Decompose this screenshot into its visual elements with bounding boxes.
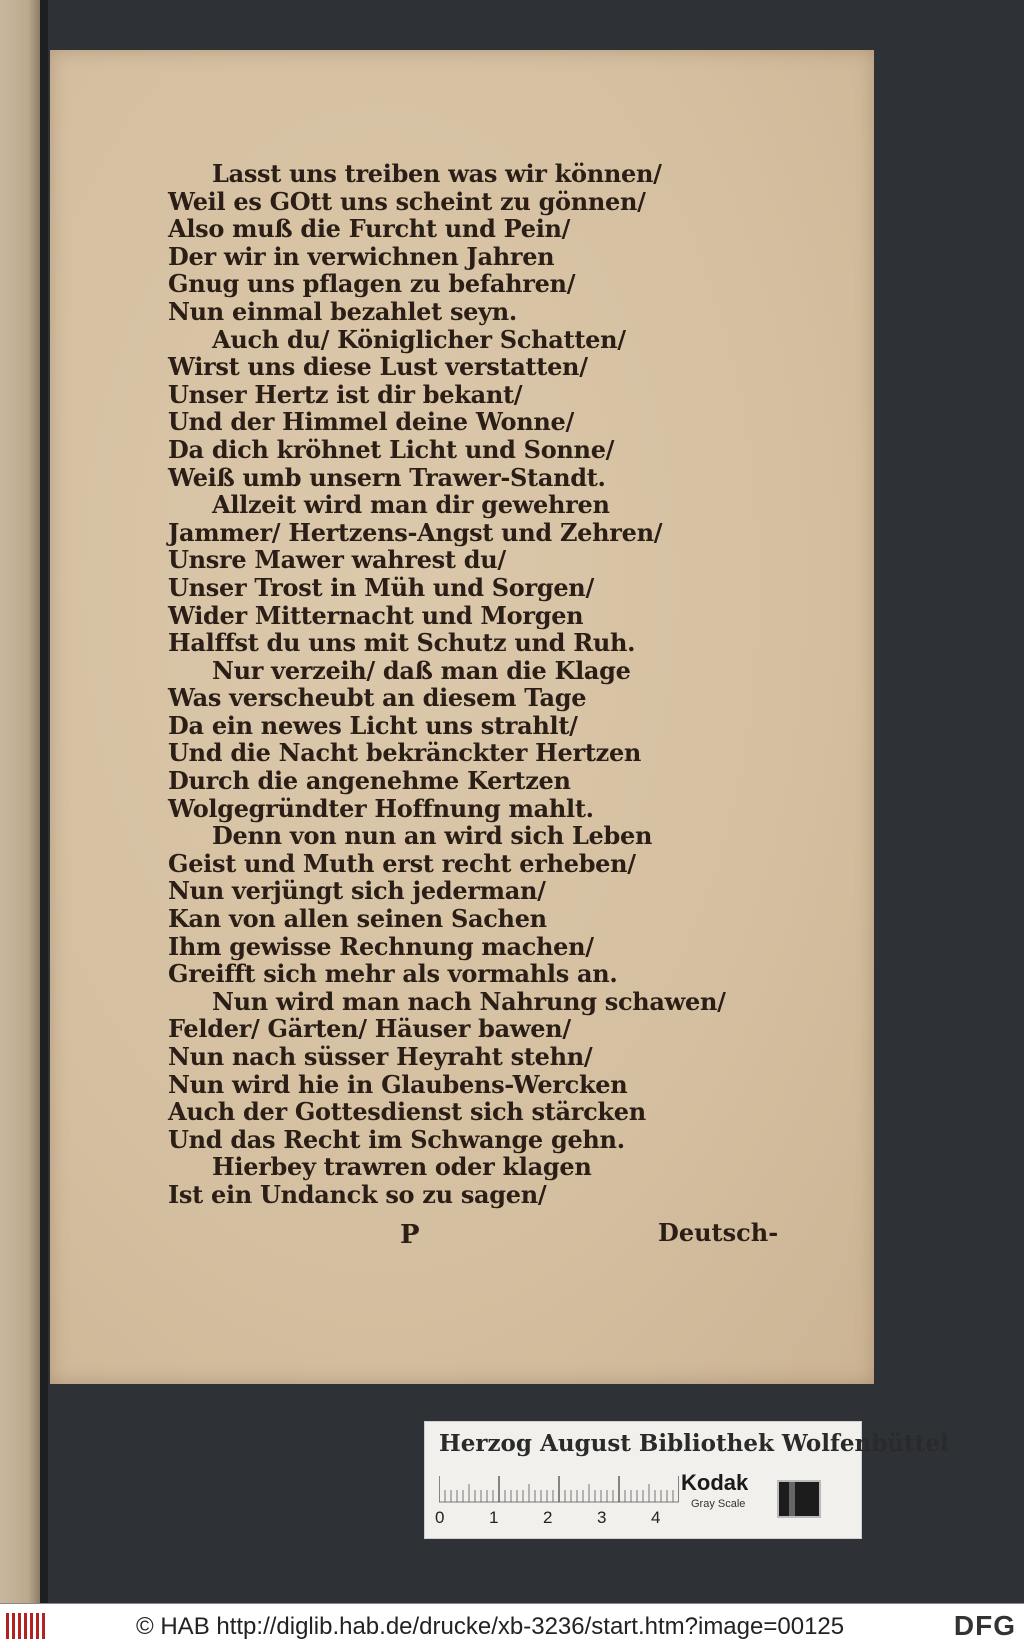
poem-line: Allzeit wird man dir gewehren bbox=[212, 490, 610, 520]
ruler-scale bbox=[439, 1472, 679, 1506]
poem-line: Denn von nun an wird sich Leben bbox=[212, 821, 653, 851]
footer-link[interactable]: © HAB http://diglib.hab.de/drucke/xb-3236/start.htm?image=00125 bbox=[136, 1613, 845, 1640]
poem-line: Lasst uns treiben was wir können/ bbox=[212, 159, 662, 188]
ruler-number: 0 bbox=[435, 1508, 445, 1527]
poem-line: Was verscheubt an diesem Tage bbox=[168, 683, 587, 713]
poem-line: Hierbey trawren oder klagen bbox=[212, 1152, 592, 1182]
poem-line: Gnug uns pflagen zu befahren/ bbox=[168, 269, 576, 299]
ruler-number: 3 bbox=[597, 1508, 607, 1527]
poem-line: Nun wird man nach Nahrung schawen/ bbox=[212, 986, 726, 1016]
poem-line: Wirst uns diese Lust verstatten/ bbox=[168, 352, 588, 382]
poem-line: Der wir in verwichnen Jahren bbox=[168, 241, 555, 271]
kodak-logo: Kodak bbox=[681, 1470, 749, 1495]
ruler-number: 4 bbox=[651, 1508, 661, 1527]
poem-line: Geist und Muth erst recht erheben/ bbox=[168, 848, 636, 878]
poem-line: Nun einmal bezahlet seyn. bbox=[168, 296, 517, 326]
poem-line: Und die Nacht bekränckter Hertzen bbox=[168, 738, 642, 768]
poem-line: Greifft sich mehr als vormahls an. bbox=[168, 959, 618, 989]
card-title: Herzog August Bibliothek Wolfenbüttel bbox=[439, 1430, 949, 1457]
poem-line: Jammer/ Hertzens-Angst und Zehren/ bbox=[168, 517, 663, 547]
signature-mark: P bbox=[400, 1220, 420, 1250]
color-calibration-card bbox=[424, 1421, 949, 1539]
poem-line: Also muß die Furcht und Pein/ bbox=[168, 214, 571, 244]
poem-line: Nun nach süsser Heyraht stehn/ bbox=[168, 1042, 593, 1071]
poem-line: Ihm gewisse Rechnung machen/ bbox=[168, 931, 594, 961]
poem-line: Nun verjüngt sich jederman/ bbox=[168, 876, 546, 906]
poem-line: Und das Recht im Schwange gehn. bbox=[168, 1124, 625, 1154]
poem-line: Und der Himmel deine Wonne/ bbox=[168, 407, 574, 437]
poem-line: Ist ein Undanck so zu sagen/ bbox=[168, 1179, 547, 1209]
dfg-logo: DFG bbox=[953, 1610, 1016, 1641]
poem-line: Unser Hertz ist dir bekant/ bbox=[168, 379, 523, 409]
poem-line: Weil es GOtt uns scheint zu gönnen/ bbox=[168, 186, 646, 216]
gray-scale-label: Gray Scale bbox=[691, 1498, 746, 1510]
catchword: Deutsch- bbox=[658, 1218, 779, 1247]
poem-line: Durch die angenehme Kertzen bbox=[168, 766, 571, 796]
poem-line: Auch der Gottesdienst sich stärcken bbox=[168, 1097, 646, 1127]
poem-line: Wider Mitternacht und Morgen bbox=[168, 600, 584, 630]
hab-logo-icon bbox=[4, 1609, 48, 1643]
poem-text bbox=[168, 159, 726, 1209]
poem-line: Weiß umb unsern Trawer-Standt. bbox=[168, 462, 606, 492]
gray-patch bbox=[777, 1480, 821, 1518]
poem-line: Nun wird hie in Glaubens-Wercken bbox=[168, 1069, 628, 1099]
poem-line: Nur verzeih/ daß man die Klage bbox=[212, 655, 631, 685]
poem-line: Auch du/ Königlicher Schatten/ bbox=[212, 324, 626, 354]
poem-line: Halffst du uns mit Schutz und Ruh. bbox=[168, 628, 636, 658]
book-gutter bbox=[40, 0, 48, 1603]
poem-line: Unser Trost in Müh und Sorgen/ bbox=[168, 572, 594, 602]
poem-line: Felder/ Gärten/ Häuser bawen/ bbox=[168, 1014, 571, 1044]
left-page-edge bbox=[0, 0, 40, 1603]
poem-line: Da dich kröhnet Licht und Sonne/ bbox=[168, 434, 615, 464]
poem-line: Kan von allen seinen Sachen bbox=[168, 904, 547, 934]
poem-line: Wolgegründter Hoffnung mahlt. bbox=[168, 793, 594, 823]
ruler-number: 1 bbox=[489, 1508, 499, 1527]
footer-bar bbox=[0, 1603, 1024, 1648]
ruler-number: 2 bbox=[543, 1508, 553, 1527]
poem-line: Da ein newes Licht uns strahlt/ bbox=[168, 710, 578, 740]
poem-line: Unsre Mawer wahrest du/ bbox=[168, 545, 506, 575]
